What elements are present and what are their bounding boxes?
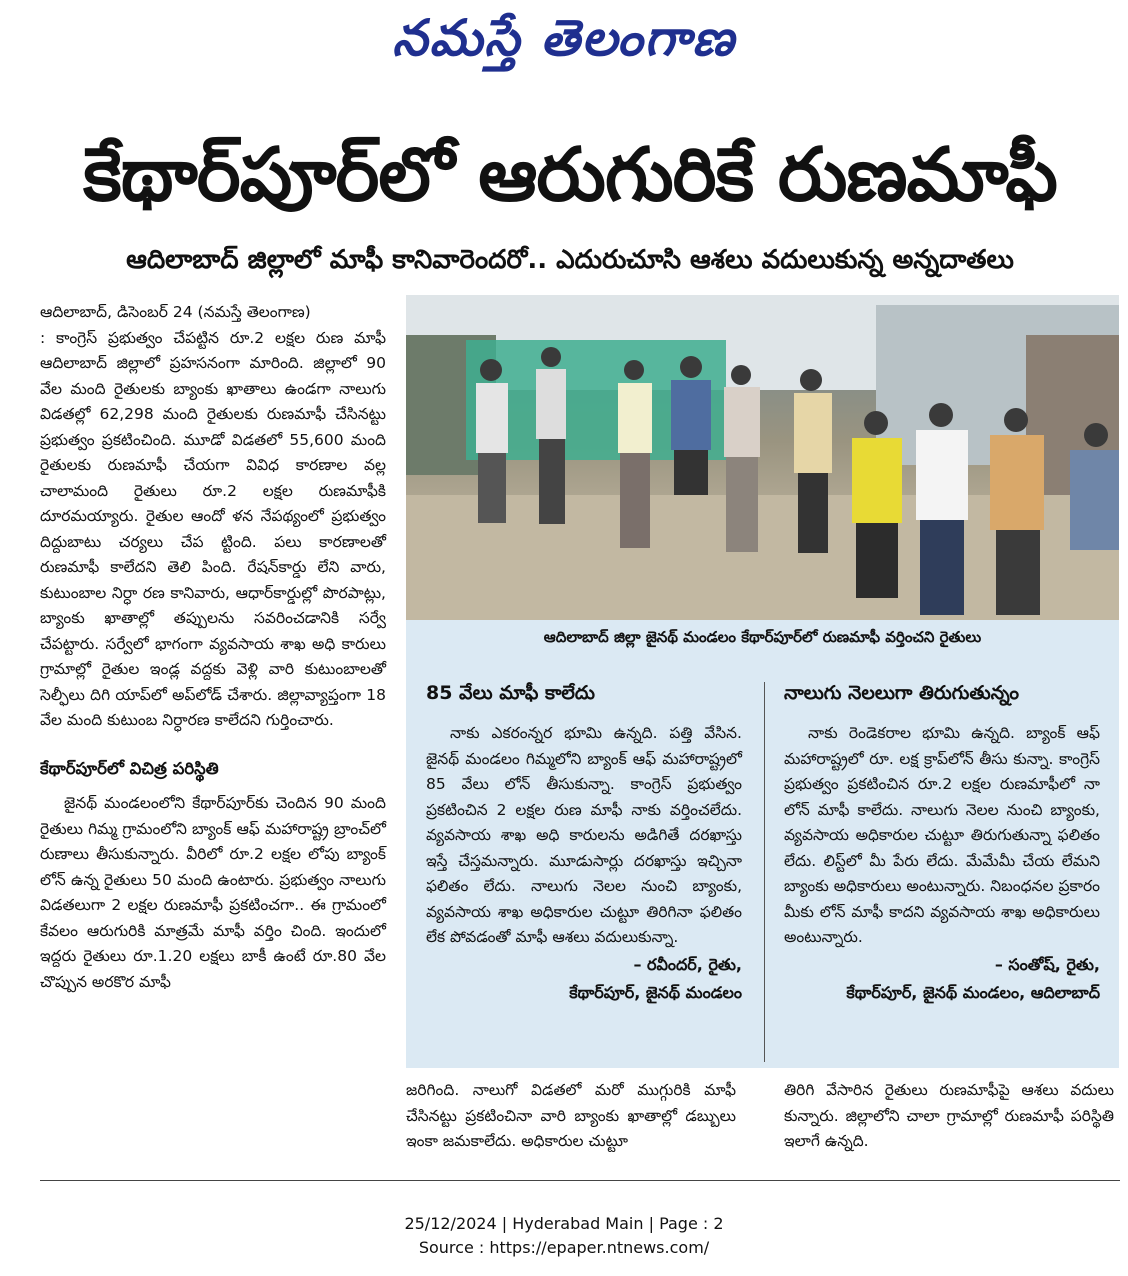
footer-source: Source : https://epaper.ntnews.com/ [418, 1238, 710, 1257]
photo-caption: ఆదిలాబాద్ జిల్లా జైనథ్ మండలం కేథార్‌పూర్‌లో రుణమాఫీ వర్తించని రైతులు [543, 628, 982, 646]
photo-illustration [406, 295, 1119, 620]
quote-attribution-santosh: – సంతోష్, రైతు, [994, 954, 1100, 974]
continuation-right: తిరిగి వేసారిన రైతులు రుణమాఫీపై ఆశలు వదులు కున్నారు. జిల్లాలోని చాలా గ్రామాల్లో రుణమాఫీ పరిస్థితి ఇలాగే ఉన్నది. [784, 1081, 1114, 1150]
footer-date-edition: 25/12/2024 | Hyderabad Main | Page : 2 [404, 1214, 724, 1233]
article-headline: కేథార్‌పూర్‌లో ఆరుగురికే రుణమాఫీ [83, 132, 1057, 218]
quote-attribution-ravinder: – రవీందర్, రైతు, [633, 954, 742, 974]
subsection-title: కేథార్‌పూర్‌లో విచిత్ర పరిస్థితి [40, 758, 219, 778]
farmers-photo [406, 295, 1119, 620]
quote-attribution-location-santosh: కేథార్‌పూర్, జైనథ్ మండలం, ఆదిలాబాద్ [846, 982, 1100, 1002]
quote-title-ravinder: 85 వేలు మాఫీ కాలేదు [426, 682, 595, 704]
quote-body-santosh: నాకు రెండెకరాల భూమి ఉన్నది. బ్యాంక్ ఆఫ్ మహారాష్ట్రలో రూ. లక్ష క్రాప్‌లోన్ తీసు కున్నా. కాంగ్రెస్ ప్రభుత్వం ప్రకటించిన రూ.2 లక్షల రుణమాఫీలో నా లోన్ మాఫీ కాలేదు. నాలుగు నెలల నుంచి బ్యాంకు, వ్యవసాయ అధికారుల చుట్టూ తిరుగుతున్నా ఫలితం లేదు. లిస్ట్‌లో మీ పేరు లేదు. మేమేమీ చేయ లేమని బ్యాంకు అధికారులు అంటున్నారు. నిబంధనల ప్రకారం మీకు లోన్ మాఫీ కాదని వ్యవసాయ శాఖ అధికారులు అంటున్నారు. [784, 724, 1100, 946]
dateline: ఆదిలాబాద్, డిసెంబర్ 24 (నమస్తే తెలంగాణ) [40, 303, 311, 321]
quote-column-ravinder [426, 682, 742, 1007]
quote-column-santosh [784, 682, 1100, 1007]
column-divider [764, 682, 765, 1062]
farmer-quotes-box [406, 620, 1119, 1068]
quote-attribution-location-ravinder: కేథార్‌పూర్, జైనథ్ మండలం [569, 982, 742, 1002]
newspaper-logo: నమస్తే తెలంగాణ [392, 8, 736, 67]
quote-body-ravinder: నాకు ఎకరంన్నర భూమి ఉన్నది. పత్తి వేసిన. జైనథ్ మండలం గిమ్మలోని బ్యాంక్ ఆఫ్ మహారాష్ట్రలో 85 వేలు లోన్ తీసుకున్నా. కాంగ్రెస్ ప్రభుత్వం ప్రకటించిన 2 లక్షల రుణ మాఫీ నాకు వర్తించలేదు. వ్యవసాయ శాఖ అధి కారులను అడిగితే దరఖాస్తు ఇస్తే చేస్తమన్నారు. మూడుసార్లు దరఖాస్తు ఇచ్చినా ఫలితం లేదు. నాలుగు నెలల నుంచి బ్యాంకు, వ్యవసాయ శాఖ అధికారుల చుట్టూ తిరిగినా ఫలితం లేక పోవడంతో మాఫీ ఆశలు వదులుకున్నా. [426, 724, 742, 946]
main-article-column [40, 300, 386, 995]
continuation-middle: జరిగింది. నాలుగో విడతలో మరో ముగ్గురికి మాఫీ చేసినట్టు ప్రకటించినా వారి బ్యాంకు ఖాతాల్లో డబ్బులు ఇంకా జమకాలేదు. అధికారుల చుట్టూ [406, 1081, 736, 1150]
subsection-body: జైనథ్ మండలంలోని కేథార్‌పూర్‌కు చెందిన 90 మంది రైతులు గిమ్మ గ్రామంలోని బ్యాంక్ ఆఫ్ మహారాష్ట్ర బ్రాంచ్‌లో రుణాలు తీసుకున్నారు. వీరిలో రూ.2 లక్షల లోపు బ్యాంక్ లోన్ ఉన్న రైతులు 50 మంది ఉంటారు. ప్రభుత్వం నాలుగు విడతలుగా 2 లక్షల రుణమాఫీ ప్రకటించగా.. ఈ గ్రామంలో కేవలం ఆరుగురికి మాత్రమే మాఫీ వర్తిం చింది. ఇందులో ఇద్దరు రైతులు రూ.1.20 లక్షలు బాకీ ఉంటే రూ.80 వేల చొప్పున అరకొర మాఫీ [40, 794, 386, 991]
main-article-body: : కాంగ్రెస్ ప్రభుత్వం చేపట్టిన రూ.2 లక్షల రుణ మాఫీ ఆదిలాబాద్ జిల్లాలో ప్రహసనంగా మారింది. జిల్లాలో 90 వేల మంది రైతులకు బ్యాంకు ఖాతాలు ఉండగా నాలుగు విడతల్లో 62,298 మంది రైతులకు రుణమాఫీ చేసినట్టు ప్రభుత్వం ప్రకటించింది. మూడో విడతలో 55,600 మంది రైతులకు రుణమాఫీ చేయగా వివిధ కారణాల వల్ల చాలామంది రైతులు రూ.2 లక్షల రుణమాఫీకి దూరమయ్యారు. రైతుల ఆందో ళన నేపథ్యంలో ప్రభుత్వం దిద్దుబాటు చర్యలు చేప ట్టింది. పలు కారణాలతో రుణమాఫీ కాలేదని తెలి పింది. రేషన్‌కార్డు లేని వారు, కుటుంబాల నిర్ధా రణ కానివారు, ఆధార్‌కార్డుల్లో పొరపాట్లు, బ్యాంకు ఖాతాల్లో తప్పులను సవరించడానికి సర్వే చేపట్టారు. సర్వేలో భాగంగా వ్యవసాయ శాఖ అధి కారులు గ్రామాల్లో రైతుల ఇండ్ల వద్దకు వెళ్లి వారి కుటుంబాలతో సెల్ఫీలు దిగి యాప్‌లో అప్‌లోడ్ చేశారు. జిల్లావ్యాప్తంగా 18 వేల మంది కుటుంబ నిర్ధారణ కాలేదని గుర్తించారు. [40, 328, 386, 729]
article-subheadline: ఆదిలాబాద్ జిల్లాలో మాఫీ కానివారెందరో.. ఎదురుచూసి ఆశలు వదులుకున్న అన్నదాతలు [126, 245, 1014, 275]
masthead [0, 8, 1128, 78]
quote-title-santosh: నాలుగు నెలలుగా తిరుగుతున్నం [784, 682, 1020, 704]
footer-divider [40, 1180, 1120, 1181]
